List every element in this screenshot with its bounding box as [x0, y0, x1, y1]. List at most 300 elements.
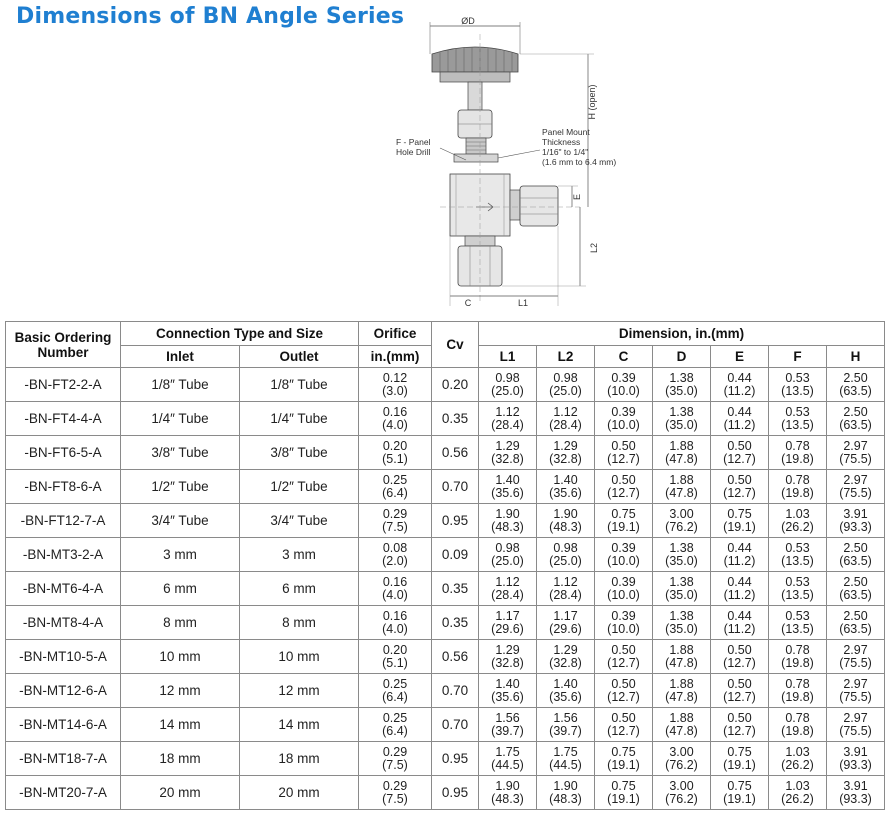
- cell-d-mm: (35.0): [665, 553, 698, 568]
- cell-l2: [537, 436, 595, 470]
- cell-e: [711, 538, 769, 572]
- cell-h-in: 2.97: [843, 642, 868, 657]
- cell-l1-in: 1.75: [495, 744, 520, 759]
- cell-c-in: 0.50: [611, 710, 636, 725]
- cell-cv: 0.56: [432, 436, 479, 470]
- cell-h: [827, 708, 885, 742]
- cell-l1-in: 0.98: [495, 370, 520, 385]
- header-dimension: Dimension, in.(mm): [479, 322, 885, 346]
- cell-l2: [537, 742, 595, 776]
- cell-f: [769, 436, 827, 470]
- cell-l2-in: 1.90: [553, 506, 578, 521]
- cell-l1-in: 1.90: [495, 778, 520, 793]
- table-row: [6, 368, 885, 402]
- cell-orifice-in: 0.25: [382, 710, 408, 725]
- header-orifice-unit: in.(mm): [359, 346, 432, 368]
- cell-inlet: 6 mm: [121, 572, 240, 606]
- cell-h-in: 2.50: [843, 574, 868, 589]
- cell-e-in: 0.44: [727, 540, 752, 555]
- cell-f-in: 1.03: [785, 744, 810, 759]
- cell-c-mm: (12.7): [607, 655, 640, 670]
- cell-h-in: 3.91: [843, 778, 868, 793]
- cell-e: [711, 436, 769, 470]
- cell-l1-in: 1.40: [495, 472, 520, 487]
- cell-l2-mm: (35.6): [549, 689, 582, 704]
- cell-e-mm: (19.1): [723, 757, 756, 772]
- cell-c-in: 0.39: [611, 404, 636, 419]
- cell-h-mm: (63.5): [839, 587, 872, 602]
- table-row: [6, 742, 885, 776]
- cell-orifice-mm: (4.0): [382, 417, 408, 432]
- cell-e-mm: (11.2): [723, 417, 756, 432]
- cell-outlet: 3/8″ Tube: [240, 436, 359, 470]
- cell-f: [769, 470, 827, 504]
- cell-l2: [537, 674, 595, 708]
- cell-orifice: [359, 538, 432, 572]
- cell-ordering-number: -BN-FT6-5-A: [6, 436, 121, 470]
- cell-h-in: 2.97: [843, 710, 868, 725]
- cell-c: [595, 742, 653, 776]
- cell-d-in: 3.00: [669, 506, 694, 521]
- cell-h: [827, 368, 885, 402]
- cell-cv: 0.70: [432, 708, 479, 742]
- cell-l2-in: 1.56: [553, 710, 578, 725]
- cell-c-in: 0.50: [611, 438, 636, 453]
- table-row: [6, 572, 885, 606]
- cell-outlet: 3 mm: [240, 538, 359, 572]
- cell-outlet: 1/8″ Tube: [240, 368, 359, 402]
- label-c: C: [464, 298, 472, 308]
- cell-orifice-in: 0.08: [382, 540, 408, 555]
- cell-h-in: 2.50: [843, 404, 868, 419]
- cell-l1: [479, 368, 537, 402]
- cell-inlet: 1/2″ Tube: [121, 470, 240, 504]
- cell-orifice-in: 0.20: [382, 642, 408, 657]
- cell-h: [827, 742, 885, 776]
- table-row: [6, 606, 885, 640]
- cell-orifice-mm: (6.4): [382, 485, 408, 500]
- cell-l2-mm: (39.7): [549, 723, 582, 738]
- cell-orifice: [359, 470, 432, 504]
- cell-d-in: 1.38: [669, 370, 694, 385]
- cell-ordering-number: -BN-MT12-6-A: [6, 674, 121, 708]
- cell-orifice: [359, 402, 432, 436]
- cell-f: [769, 776, 827, 810]
- cell-d: [653, 470, 711, 504]
- cell-f-mm: (13.5): [781, 553, 814, 568]
- cell-orifice-mm: (5.1): [382, 451, 408, 466]
- cell-d-mm: (47.8): [665, 689, 698, 704]
- header-l2: L2: [537, 346, 595, 368]
- cell-ordering-number: -BN-MT14-6-A: [6, 708, 121, 742]
- cell-orifice: [359, 674, 432, 708]
- cell-l1-in: 1.29: [495, 438, 520, 453]
- cell-inlet: 3/4″ Tube: [121, 504, 240, 538]
- cell-l2-in: 1.40: [553, 472, 578, 487]
- cell-e-mm: (12.7): [723, 655, 756, 670]
- cell-cv: 0.35: [432, 402, 479, 436]
- table-row: [6, 708, 885, 742]
- cell-f-in: 0.78: [785, 438, 810, 453]
- cell-l2: [537, 606, 595, 640]
- cell-d-in: 3.00: [669, 744, 694, 759]
- cell-d-in: 1.88: [669, 642, 694, 657]
- cell-l2-mm: (44.5): [549, 757, 582, 772]
- cell-inlet: 14 mm: [121, 708, 240, 742]
- cell-l1-mm: (25.0): [491, 383, 524, 398]
- cell-h-in: 2.50: [843, 608, 868, 623]
- cell-d: [653, 674, 711, 708]
- cell-orifice: [359, 776, 432, 810]
- header-ordering-number: Basic Ordering Number: [6, 322, 121, 368]
- cell-outlet: 14 mm: [240, 708, 359, 742]
- cell-d-mm: (47.8): [665, 451, 698, 466]
- cell-cv: 0.70: [432, 674, 479, 708]
- cell-e-mm: (12.7): [723, 451, 756, 466]
- cell-l1: [479, 402, 537, 436]
- table-row: [6, 538, 885, 572]
- cell-c-in: 0.39: [611, 540, 636, 555]
- cell-f-mm: (26.2): [781, 519, 814, 534]
- cell-l1-in: 1.40: [495, 676, 520, 691]
- cell-l2-in: 1.29: [553, 438, 578, 453]
- cell-d: [653, 742, 711, 776]
- cell-d-in: 3.00: [669, 778, 694, 793]
- cell-l1-mm: (32.8): [491, 451, 524, 466]
- cell-e: [711, 504, 769, 538]
- label-panel-line3: 1/16" to 1/4": [542, 147, 589, 157]
- cell-f-in: 0.53: [785, 540, 810, 555]
- cell-h-in: 2.50: [843, 370, 868, 385]
- cell-orifice-mm: (4.0): [382, 587, 408, 602]
- cell-orifice-in: 0.25: [382, 472, 408, 487]
- cell-l2-mm: (48.3): [549, 519, 582, 534]
- cell-l1-in: 1.56: [495, 710, 520, 725]
- cell-l1-mm: (32.8): [491, 655, 524, 670]
- cell-c: [595, 368, 653, 402]
- cell-e-mm: (11.2): [723, 621, 756, 636]
- cell-d-mm: (35.0): [665, 417, 698, 432]
- cell-l2-in: 1.12: [553, 404, 578, 419]
- cell-c-in: 0.39: [611, 608, 636, 623]
- cell-e: [711, 470, 769, 504]
- header-l1: L1: [479, 346, 537, 368]
- cell-c-mm: (10.0): [607, 417, 640, 432]
- cell-c-mm: (12.7): [607, 689, 640, 704]
- cell-orifice-mm: (7.5): [382, 519, 408, 534]
- cell-h-in: 3.91: [843, 744, 868, 759]
- cell-inlet: 20 mm: [121, 776, 240, 810]
- label-panel-line4: (1.6 mm to 6.4 mm): [542, 157, 617, 167]
- cell-f-mm: (19.8): [781, 451, 814, 466]
- cell-l2: [537, 776, 595, 810]
- cell-e-in: 0.75: [727, 744, 752, 759]
- cell-h-mm: (63.5): [839, 383, 872, 398]
- cell-f: [769, 674, 827, 708]
- cell-h: [827, 606, 885, 640]
- cell-inlet: 18 mm: [121, 742, 240, 776]
- cell-c: [595, 640, 653, 674]
- cell-l1: [479, 504, 537, 538]
- cell-f: [769, 538, 827, 572]
- cell-f-mm: (19.8): [781, 655, 814, 670]
- cell-e-in: 0.75: [727, 506, 752, 521]
- cell-e-in: 0.50: [727, 676, 752, 691]
- cell-f-mm: (13.5): [781, 587, 814, 602]
- cell-inlet: 12 mm: [121, 674, 240, 708]
- cell-h-in: 3.91: [843, 506, 868, 521]
- cell-c-mm: (19.1): [607, 791, 640, 806]
- cell-d: [653, 708, 711, 742]
- cell-h-in: 2.97: [843, 676, 868, 691]
- cell-cv: 0.09: [432, 538, 479, 572]
- header-connection: Connection Type and Size: [121, 322, 359, 346]
- cell-h-in: 2.97: [843, 438, 868, 453]
- cell-h: [827, 504, 885, 538]
- cell-l2-in: 1.40: [553, 676, 578, 691]
- cell-l1-mm: (29.6): [491, 621, 524, 636]
- cell-d-in: 1.38: [669, 574, 694, 589]
- cell-d-in: 1.38: [669, 404, 694, 419]
- cell-l2-in: 1.29: [553, 642, 578, 657]
- cell-f-in: 0.53: [785, 404, 810, 419]
- cell-d-in: 1.88: [669, 710, 694, 725]
- label-l2: L2: [589, 242, 599, 254]
- cell-l1: [479, 606, 537, 640]
- cell-h: [827, 436, 885, 470]
- cell-orifice-mm: (4.0): [382, 621, 408, 636]
- cell-c-mm: (12.7): [607, 451, 640, 466]
- cell-orifice-in: 0.16: [382, 608, 408, 623]
- table-row: [6, 674, 885, 708]
- cell-cv: 0.70: [432, 470, 479, 504]
- cell-l1-in: 1.90: [495, 506, 520, 521]
- cell-d: [653, 436, 711, 470]
- handle-knob: [432, 47, 518, 72]
- header-outlet: Outlet: [240, 346, 359, 368]
- label-panel-line1: Panel Mount: [542, 127, 590, 137]
- cell-h: [827, 538, 885, 572]
- cell-h: [827, 674, 885, 708]
- cell-l1-in: 1.12: [495, 404, 520, 419]
- cell-l2: [537, 538, 595, 572]
- cell-c: [595, 504, 653, 538]
- cell-f-in: 0.53: [785, 574, 810, 589]
- cell-f-in: 0.78: [785, 642, 810, 657]
- cell-f: [769, 368, 827, 402]
- table-row: [6, 504, 885, 538]
- cell-orifice: [359, 368, 432, 402]
- cell-h: [827, 572, 885, 606]
- cell-d-mm: (35.0): [665, 383, 698, 398]
- cell-d-in: 1.38: [669, 608, 694, 623]
- cell-e-mm: (12.7): [723, 485, 756, 500]
- cell-l2-mm: (28.4): [549, 587, 582, 602]
- header-h: H: [827, 346, 885, 368]
- cell-d: [653, 572, 711, 606]
- cell-l2: [537, 504, 595, 538]
- cell-outlet: 8 mm: [240, 606, 359, 640]
- cell-l2-mm: (25.0): [549, 383, 582, 398]
- cell-outlet: 1/2″ Tube: [240, 470, 359, 504]
- cell-d: [653, 504, 711, 538]
- cell-d-in: 1.88: [669, 438, 694, 453]
- cell-ordering-number: -BN-MT8-4-A: [6, 606, 121, 640]
- cell-h: [827, 776, 885, 810]
- cell-orifice-in: 0.16: [382, 404, 408, 419]
- cell-e-in: 0.50: [727, 472, 752, 487]
- cell-l1: [479, 742, 537, 776]
- cell-c-mm: (10.0): [607, 553, 640, 568]
- cell-orifice-in: 0.12: [382, 370, 408, 385]
- cell-orifice: [359, 572, 432, 606]
- cell-f-in: 0.78: [785, 710, 810, 725]
- header-c: C: [595, 346, 653, 368]
- label-h: H (open): [587, 84, 597, 120]
- cell-l2: [537, 470, 595, 504]
- cell-d-mm: (76.2): [665, 791, 698, 806]
- cell-inlet: 10 mm: [121, 640, 240, 674]
- cell-cv: 0.95: [432, 742, 479, 776]
- cell-d-mm: (76.2): [665, 519, 698, 534]
- cell-l2-in: 1.17: [553, 608, 578, 623]
- cell-l1-mm: (28.4): [491, 587, 524, 602]
- cell-f-mm: (26.2): [781, 791, 814, 806]
- cell-e-mm: (19.1): [723, 519, 756, 534]
- cell-outlet: 3/4″ Tube: [240, 504, 359, 538]
- cell-orifice: [359, 606, 432, 640]
- cell-e-mm: (11.2): [723, 383, 756, 398]
- cell-ordering-number: -BN-MT3-2-A: [6, 538, 121, 572]
- cell-f-in: 1.03: [785, 778, 810, 793]
- cell-l1: [479, 776, 537, 810]
- header-inlet: Inlet: [121, 346, 240, 368]
- cell-c: [595, 402, 653, 436]
- header-e: E: [711, 346, 769, 368]
- cell-inlet: 1/8″ Tube: [121, 368, 240, 402]
- cell-d: [653, 538, 711, 572]
- cell-h-mm: (75.5): [839, 485, 872, 500]
- cell-d-mm: (47.8): [665, 485, 698, 500]
- cell-e: [711, 368, 769, 402]
- cell-outlet: 12 mm: [240, 674, 359, 708]
- cell-c: [595, 606, 653, 640]
- cell-l2: [537, 572, 595, 606]
- cell-l2-mm: (25.0): [549, 553, 582, 568]
- cell-d-in: 1.38: [669, 540, 694, 555]
- label-f-line1: F - Panel: [396, 137, 431, 147]
- cell-e: [711, 674, 769, 708]
- cell-c-mm: (12.7): [607, 485, 640, 500]
- cell-c: [595, 538, 653, 572]
- cell-c-in: 0.39: [611, 574, 636, 589]
- cell-f-mm: (19.8): [781, 485, 814, 500]
- table-row: [6, 436, 885, 470]
- cell-orifice-in: 0.16: [382, 574, 408, 589]
- cell-d-mm: (76.2): [665, 757, 698, 772]
- cell-cv: 0.95: [432, 504, 479, 538]
- cell-e-mm: (11.2): [723, 587, 756, 602]
- cell-e: [711, 572, 769, 606]
- cell-h: [827, 402, 885, 436]
- cell-e: [711, 402, 769, 436]
- cell-l2: [537, 402, 595, 436]
- cell-c: [595, 436, 653, 470]
- cell-l2-mm: (28.4): [549, 417, 582, 432]
- cell-c-mm: (10.0): [607, 383, 640, 398]
- cell-f: [769, 640, 827, 674]
- cell-c-mm: (19.1): [607, 519, 640, 534]
- cell-h-mm: (63.5): [839, 621, 872, 636]
- cell-f-in: 0.78: [785, 472, 810, 487]
- cell-e-in: 0.44: [727, 404, 752, 419]
- cell-f-in: 1.03: [785, 506, 810, 521]
- cell-ordering-number: -BN-FT4-4-A: [6, 402, 121, 436]
- cell-f: [769, 708, 827, 742]
- cell-l2-mm: (35.6): [549, 485, 582, 500]
- cell-h-mm: (93.3): [839, 519, 872, 534]
- cell-inlet: 3 mm: [121, 538, 240, 572]
- cell-h-mm: (75.5): [839, 655, 872, 670]
- cell-l1: [479, 640, 537, 674]
- cell-outlet: 18 mm: [240, 742, 359, 776]
- cell-ordering-number: -BN-MT18-7-A: [6, 742, 121, 776]
- cell-l1-mm: (25.0): [491, 553, 524, 568]
- cell-f-mm: (19.8): [781, 689, 814, 704]
- cell-c-in: 0.50: [611, 642, 636, 657]
- cell-e-mm: (11.2): [723, 553, 756, 568]
- cell-e-in: 0.50: [727, 642, 752, 657]
- cell-orifice: [359, 504, 432, 538]
- cell-h-in: 2.50: [843, 540, 868, 555]
- cell-f-mm: (19.8): [781, 723, 814, 738]
- cell-cv: 0.35: [432, 606, 479, 640]
- cell-inlet: 8 mm: [121, 606, 240, 640]
- cell-ordering-number: -BN-MT6-4-A: [6, 572, 121, 606]
- cell-c-in: 0.75: [611, 744, 636, 759]
- cell-l1-mm: (44.5): [491, 757, 524, 772]
- cell-e: [711, 640, 769, 674]
- cell-c-in: 0.75: [611, 778, 636, 793]
- header-f: F: [769, 346, 827, 368]
- header-d: D: [653, 346, 711, 368]
- cell-l1: [479, 708, 537, 742]
- cell-l1-mm: (35.6): [491, 689, 524, 704]
- cell-ordering-number: -BN-FT8-6-A: [6, 470, 121, 504]
- cell-ordering-number: -BN-FT2-2-A: [6, 368, 121, 402]
- label-e: E: [572, 193, 582, 201]
- cell-c-in: 0.75: [611, 506, 636, 521]
- cell-e-in: 0.44: [727, 608, 752, 623]
- page-title: Dimensions of BN Angle Series: [16, 4, 405, 29]
- cell-l1-in: 0.98: [495, 540, 520, 555]
- label-od: ØD: [461, 16, 475, 26]
- cell-orifice-mm: (6.4): [382, 689, 408, 704]
- cell-outlet: 20 mm: [240, 776, 359, 810]
- cell-l2-in: 0.98: [553, 540, 578, 555]
- cell-d: [653, 402, 711, 436]
- cell-f-in: 0.78: [785, 676, 810, 691]
- header-orifice: Orifice: [359, 322, 432, 346]
- cell-inlet: 3/8″ Tube: [121, 436, 240, 470]
- cell-f-in: 0.53: [785, 608, 810, 623]
- stem: [468, 82, 482, 110]
- cell-l1-in: 1.12: [495, 574, 520, 589]
- cell-cv: 0.35: [432, 572, 479, 606]
- cell-f-in: 0.53: [785, 370, 810, 385]
- cell-e-mm: (12.7): [723, 689, 756, 704]
- cell-c-mm: (12.7): [607, 723, 640, 738]
